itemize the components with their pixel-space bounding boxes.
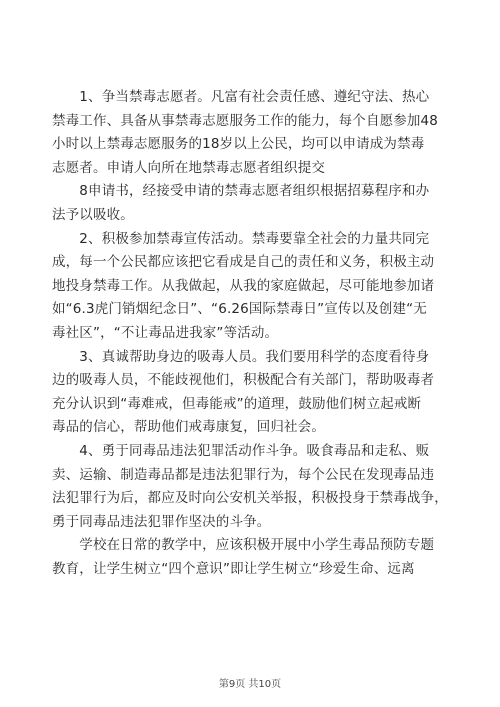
text-line: 禁毒工作、具备从事禁毒志愿服务工作的能力，每个自愿参加48 <box>52 112 439 129</box>
text-line: 边的吸毒人员，不能歧视他们，积极配合有关部门，帮助吸毒者 <box>52 372 435 389</box>
text-line: 毒品的信心，帮助他们戒毒康复，回归社会。 <box>52 419 325 436</box>
text-line: 1、争当禁毒志愿者。凡富有社会责任感、遵纪守法、热心 <box>52 89 430 105</box>
text-line: 成，每一个公民都应该把它看成是自己的责任和义务，积极主动 <box>52 254 435 271</box>
text-line: 2、积极参加禁毒宣传活动。禁毒要靠全社会的力量共同完 <box>52 230 430 247</box>
text-line: 学校在日常的教学中，应该积极开展中小学生毒品预防专题 <box>52 537 435 554</box>
text-line: 地投身禁毒工作。从我做起，从我的家庭做起，尽可能地参加诸 <box>52 277 435 294</box>
page-number-footer: 第9页 共10页 <box>218 679 282 690</box>
text-line: 法犯罪行为后，都应及时向公安机关举报，积极投身于禁毒战争， <box>52 490 448 507</box>
text-line: 勇于同毒品违法犯罪作坚决的斗争。 <box>52 513 271 530</box>
text-line: 志愿者。申请人向所在地禁毒志愿者组织提交 <box>52 159 325 176</box>
text-line: 如“6.3虎门销烟纪念日”、“6.26国际禁毒日”宣传以及创建“无 <box>52 301 427 318</box>
text-line: 4、勇于同毒品违法犯罪活动作斗争。吸食毒品和走私、贩 <box>52 442 430 459</box>
text-line: 法予以吸收。 <box>52 206 134 223</box>
text-line: 卖、运输、制造毒品都是违法犯罪行为，每个公民在发现毒品违 <box>52 466 435 483</box>
text-line: 教育，让学生树立“四个意识”即让学生树立“珍爱生命、远离 <box>52 560 415 577</box>
text-line: 小时以上禁毒志愿服务的18岁以上公民，均可以申请成为禁毒 <box>52 136 425 153</box>
text-line: 3、真诚帮助身边的吸毒人员。我们要用科学的态度看待身 <box>52 348 430 365</box>
body-text <box>52 86 448 581</box>
text-line: 8申请书，经接受申请的禁毒志愿者组织根据招募程序和办 <box>52 183 430 200</box>
text-line: 充分认识到“毒难戒，但毒能戒”的道理，鼓励他们树立起戒断 <box>52 395 422 412</box>
text-line: 毒社区”，“不让毒品进我家”等活动。 <box>52 324 279 341</box>
